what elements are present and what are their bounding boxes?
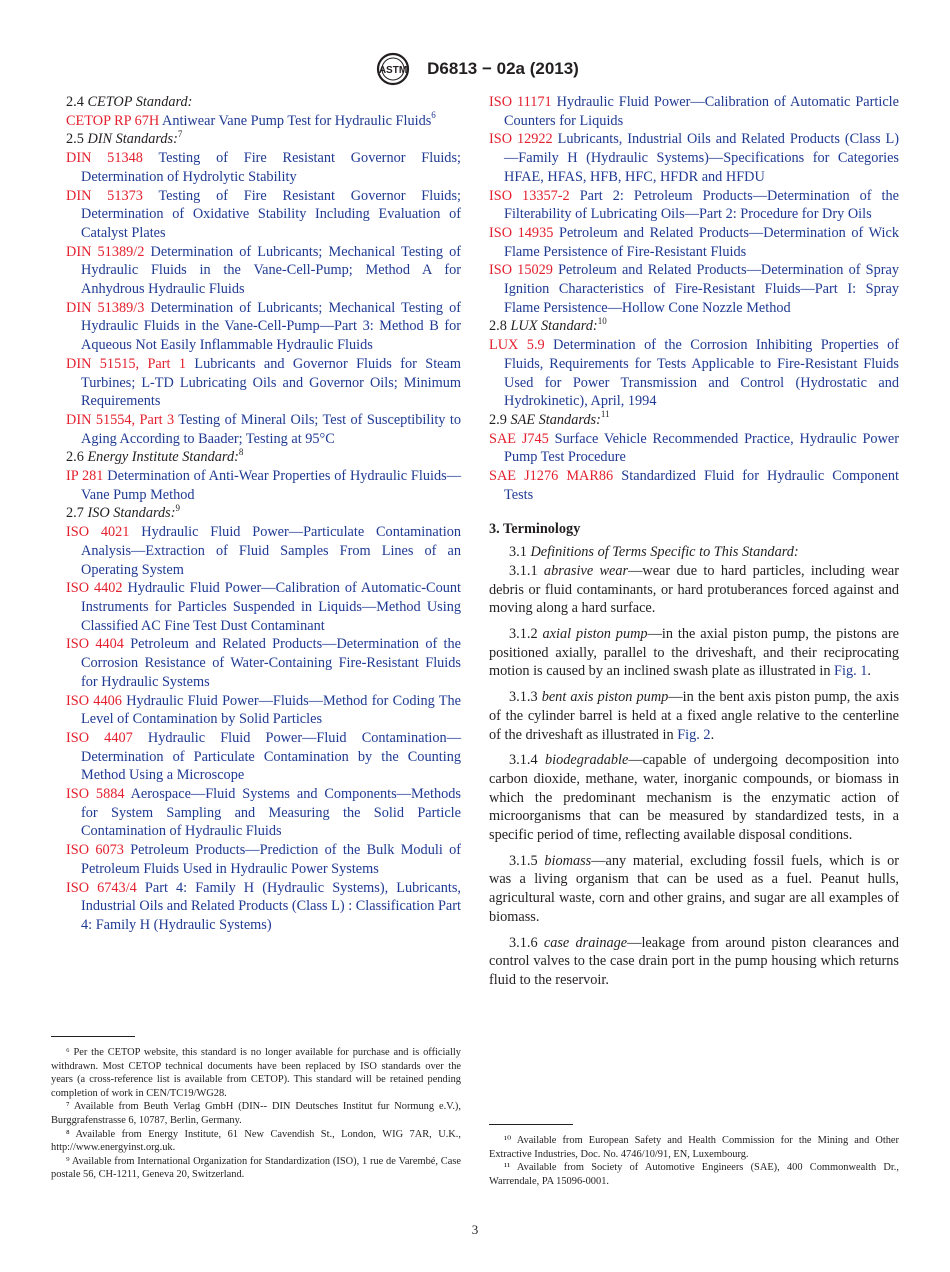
reference-title[interactable]: Determination of Anti-Wear Properties of Hydraulic Fluids—Vane Pump Method [81,468,461,503]
definition-term: case drainage [543,934,628,951]
definition-term: abrasive wear [543,562,629,579]
section-number: 2.9 [489,411,511,428]
reference-entry [66,411,461,448]
reference-code[interactable]: DIN 51389/2 [66,243,145,260]
section-label [66,448,461,467]
reference-title[interactable]: Petroleum and Related Products—Determination of the Corrosion Resistance of Water-Containing Fire-Resistant Fluids for Hydraulic Systems [81,636,462,690]
definition-number: 3.1.1 [509,562,538,579]
reference-entry [489,187,899,224]
section-title: LUX Standard: [510,318,598,335]
footnote: ⁷ Available from Beuth Verlag GmbH (DIN-- DIN Deutsches Institut fur Normung e.V.), Burggrafenstrasse 6, 10787, Berlin, Germany. [51,1101,461,1126]
reference-code[interactable]: IP 281 [66,468,104,485]
footnote-ref[interactable]: 8 [238,446,244,457]
reference-entry [66,355,461,411]
reference-title[interactable]: Lubricants and Governor Fluids for Steam Turbines; L-TD Lubricating Oils and Governor Oils; Minimum Requirements [81,355,461,410]
footnote: ⁶ Per the CETOP website, this standard is no longer available for purchase and is officially withdrawn. Most CETOP technical documents have been replaced by ISO standards over the years (a cross-reference list is available from CETOP). This standard will be retained pending completion of work in CEN/TC19/WG28. [51,1047,461,1099]
reference-code[interactable]: ISO 4402 [66,580,123,597]
definition-text: —capable of undergoing decomposition into carbon dioxide, methane, water, inorganic compounds, or biomass in which the predominant mechanism is the enzymatic action of microorganisms that can be measured by standardized tests, in a specific period of time, reflecting available disposal conditions. [489,752,899,844]
definition [489,688,899,744]
page-number: 3 [471,1222,479,1237]
footnotes-left [51,1046,461,1182]
reference-entry [66,879,461,935]
section-label [66,504,461,523]
left-column [66,93,461,935]
definition-number: 3.1.4 [509,752,538,769]
definition-term: biodegradable [544,752,629,769]
section-number: 2.8 [489,318,511,335]
reference-code[interactable]: ISO 13357-2 [489,187,570,204]
definitions-list [489,562,899,990]
definition-text: —in the bent axis piston pump, the axis of the cylinder barrel is held at a fixed angle relative to the centerline of the driveshaft as illustrated in [489,689,900,743]
footnote-ref[interactable]: 9 [175,502,180,513]
section-heading-terminology: 3. Terminology [489,521,581,538]
reference-entry [489,336,899,411]
reference-title[interactable]: Determination of Lubricants; Mechanical Testing of Hydraulic Fluids in the Vane-Cell-Pump; Method A for Anhydrous Hydraulic Fluids [81,243,462,298]
reference-entry [66,729,461,785]
document-designation: D6813 − 02a (2013) [427,59,579,78]
reference-code[interactable]: ISO 6073 [66,842,124,859]
definition-term: bent axis piston pump [541,689,669,706]
definition [489,562,899,618]
reference-title[interactable]: Determination of the Corrosion Inhibiting Properties of Fluids, Requirements for Tests Applicable to Fire-Resistant Fluids Used for Power Transmission and Control (Hydrostatic and Hydrokinetic), April, 1994 [504,337,900,410]
reference-title[interactable]: Petroleum and Related Products—Determination of Wick Flame Persistence of Fire-Resistant Fluids [504,224,900,260]
section-number: 2.7 [66,505,88,522]
reference-entry [66,579,461,635]
right-references [489,93,899,504]
reference-title[interactable]: Petroleum and Related Products—Determination of Spray Ignition Characteristics of Fire-Resistant Fluids—Part I: Spray Flame Persistence—Hollow Cone Nozzle Method [504,262,899,316]
reference-title[interactable]: Lubricants, Industrial Oils and Related Products (Class L)—Family H (Hydraulic Systems)—Specifications for Categories HFAE, HFAS, HFB, HFC, HFDR and HFDU [504,131,899,185]
reference-code[interactable]: ISO 4021 [66,524,130,541]
reference-entry [66,109,461,131]
reference-entry [66,523,461,579]
section-title: SAE Standards: [510,411,601,428]
reference-entry [66,149,461,186]
reference-entry [66,467,461,504]
reference-title[interactable]: Hydraulic Fluid Power—Calibration of Automatic-Count Instruments for Particles Suspended in Liquids—Method Using Classified AC Fine Test Dust Contaminant [81,580,461,634]
footnote: ¹⁰ Available from European Safety and Health Commission for the Mining and Other Extractive Industries, Doc. No. 4746/10/91, EN, Luxembourg. [489,1135,899,1160]
subsection-number: 3.1 [509,544,527,561]
definition-term: axial piston pump [542,625,648,642]
reference-title[interactable]: Determination of Lubricants; Mechanical Testing of Hydraulic Fluids in the Vane-Cell-Pump—Part 3: Method B for Aqueous Not Easily Inflammable Hydraulic Fluids [81,299,462,354]
section-title: Energy Institute Standard: [87,449,239,466]
definition-text: —wear due to hard particles, including wear debris or fluid contaminants, or hard protuberances forced against and moving along a hard surface. [489,562,900,617]
reference-code[interactable]: CETOP RP 67H [66,112,160,129]
reference-title[interactable]: Part 4: Family H (Hydraulic Systems), Lubricants, Industrial Oils and Related Products (Class L) : Classification Part 4: Family H (Hydraulic Systems) [81,879,461,933]
reference-entry [66,243,461,299]
reference-title[interactable]: Hydraulic Fluid Power—Calibration of Automatic Particle Counters for Liquids [504,94,899,129]
reference-code[interactable]: ISO 12922 [489,131,553,148]
section-number: 2.5 [66,131,88,148]
reference-code[interactable]: DIN 51389/3 [66,299,145,316]
reference-entry [66,692,461,729]
definition-text: —leakage from around piston clearances and control valves to the case drain port in the pump housing which returns fluid to the reservoir. [489,934,899,988]
section-label [489,317,899,336]
definition-term: biomass [544,852,592,869]
reference-code[interactable]: DIN 51554, Part 3 [66,411,175,428]
reference-code[interactable]: DIN 51373 [66,187,143,204]
definition-number: 3.1.2 [509,625,538,642]
footnote-ref[interactable]: 10 [597,315,607,326]
footnote-ref[interactable]: 11 [600,409,610,420]
definition-text: —in the axial piston pump, the pistons are positioned axially, parallel to the driveshaft, and their reciprocating motion is caused by an inclined swash plate as illustrated in [489,625,899,680]
reference-code[interactable]: ISO 4404 [66,636,124,653]
reference-code[interactable]: ISO 11171 [489,94,552,110]
reference-code[interactable]: DIN 51348 [66,150,143,167]
reference-entry [66,785,461,841]
section-number: 2.6 [66,449,88,466]
reference-title[interactable]: Surface Vehicle Recommended Practice, Hydraulic Power Pump Test Procedure [504,430,899,466]
section-label [489,411,899,430]
subsection-title: Definitions of Terms Specific to This Standard: [530,544,799,561]
reference-title[interactable]: Hydraulic Fluid Power—Fluids—Method for Coding The Level of Contamination by Solid Particles [81,692,461,728]
section-title: ISO Standards: [87,505,176,522]
reference-title[interactable]: Testing of Mineral Oils; Test of Susceptibility to Aging According to Baader; Testing at 95°C [81,411,461,447]
reference-code[interactable]: DIN 51515, Part 1 [66,355,187,372]
reference-code[interactable]: ISO 5884 [66,786,125,803]
definition [489,625,899,681]
section-title: CETOP Standard: [87,94,193,110]
reference-title[interactable]: Testing of Fire Resistant Governor Fluids; Determination of Oxidative Stability Including Evaluation of Catalyst Plates [81,187,461,241]
section-label [66,130,461,149]
reference-code[interactable]: ISO 6743/4 [66,879,137,896]
section-title: DIN Standards: [87,131,178,148]
reference-entry [489,467,899,504]
reference-title[interactable]: Petroleum Products—Prediction of the Bulk Moduli of Petroleum Fluids Used in Hydraulic Power Systems [81,842,461,877]
reference-entry [489,93,899,130]
figure-link[interactable]: Fig. 2 [677,726,711,743]
reference-entry [489,261,899,317]
reference-title[interactable]: Antiwear Vane Pump Test for Hydraulic Fluids [162,112,432,129]
reference-code[interactable]: LUX 5.9 [489,337,545,354]
reference-entry [66,841,461,878]
reference-title[interactable]: Testing of Fire Resistant Governor Fluids; Determination of Hydrolytic Stability [81,150,461,185]
reference-code[interactable]: ISO 14935 [489,224,554,241]
reference-title[interactable]: Standardized Fluid for Hydraulic Component Tests [504,468,899,503]
definition [489,751,899,845]
definition-number: 3.1.6 [509,934,538,951]
footnote-rule-left [51,1036,135,1037]
footnotes-right [489,1134,899,1188]
definition-tail: . [867,663,871,680]
definition [489,934,899,990]
definition-number: 3.1.3 [509,689,538,706]
subsection-3-1 [489,543,899,562]
definition-number: 3.1.5 [509,852,538,869]
reference-entry [489,224,899,261]
reference-title[interactable]: Aerospace—Fluid Systems and Components—Methods for System Sampling and Measuring the Solid Particle Contamination of Hydraulic Fluids [81,786,461,840]
astm-logo-icon [371,52,415,86]
figure-link[interactable]: Fig. 1 [834,663,868,680]
reference-code[interactable]: ISO 15029 [489,262,553,279]
section-label [66,93,461,112]
page-header [0,52,950,86]
reference-entry [489,430,899,467]
definition [489,852,899,927]
footnote-ref[interactable]: 7 [177,128,183,139]
footnote: ⁸ Available from Energy Institute, 61 New Cavendish St., London, WIG 7AR, U.K., http://www.energyinst.org.uk. [51,1128,461,1154]
definition-text: —any material, excluding fossil fuels, which is or was a living organism that can be used as a fuel. Peanut hulls, agricultural waste, corn and other grains, and sugar are all examples of biomass. [489,852,899,925]
svg-text:ASTM: ASTM [378,65,408,76]
reference-entry [66,187,461,243]
reference-code[interactable]: ISO 4406 [66,692,122,709]
reference-entry [66,635,461,691]
reference-code[interactable]: SAE J745 [489,430,549,447]
reference-code[interactable]: ISO 4407 [66,729,133,746]
footnote-rule-right [489,1124,573,1125]
footnote: ⁹ Available from International Organization for Standardization (ISO), 1 rue de Varembé, Case postale 56, CH-1211, Geneva 20, Switzerland. [51,1155,461,1181]
section-number: 2.4 [66,94,88,110]
footnote-ref[interactable]: 6 [431,109,436,120]
reference-entry [489,130,899,186]
reference-title[interactable]: Hydraulic Fluid Power—Fluid Contamination—Determination of Particulate Contamination by the Counting Method Using a Microscope [81,729,461,784]
definition-tail: . [710,726,715,743]
footnote: ¹¹ Available from Society of Automotive Engineers (SAE), 400 Commonwealth Dr., Warrendale, PA 15096-0001. [489,1162,899,1187]
reference-title[interactable]: Part 2: Petroleum Products—Determination of the Filterability of Lubricating Oils—Part 2: Procedure for Dry Oils [504,187,899,223]
reference-entry [66,299,461,355]
right-column [489,93,899,997]
reference-title[interactable]: Hydraulic Fluid Power—Particulate Contamination Analysis—Extraction of Fluid Samples From Lines of an Operating System [81,524,461,578]
reference-code[interactable]: SAE J1276 MAR86 [489,468,614,485]
